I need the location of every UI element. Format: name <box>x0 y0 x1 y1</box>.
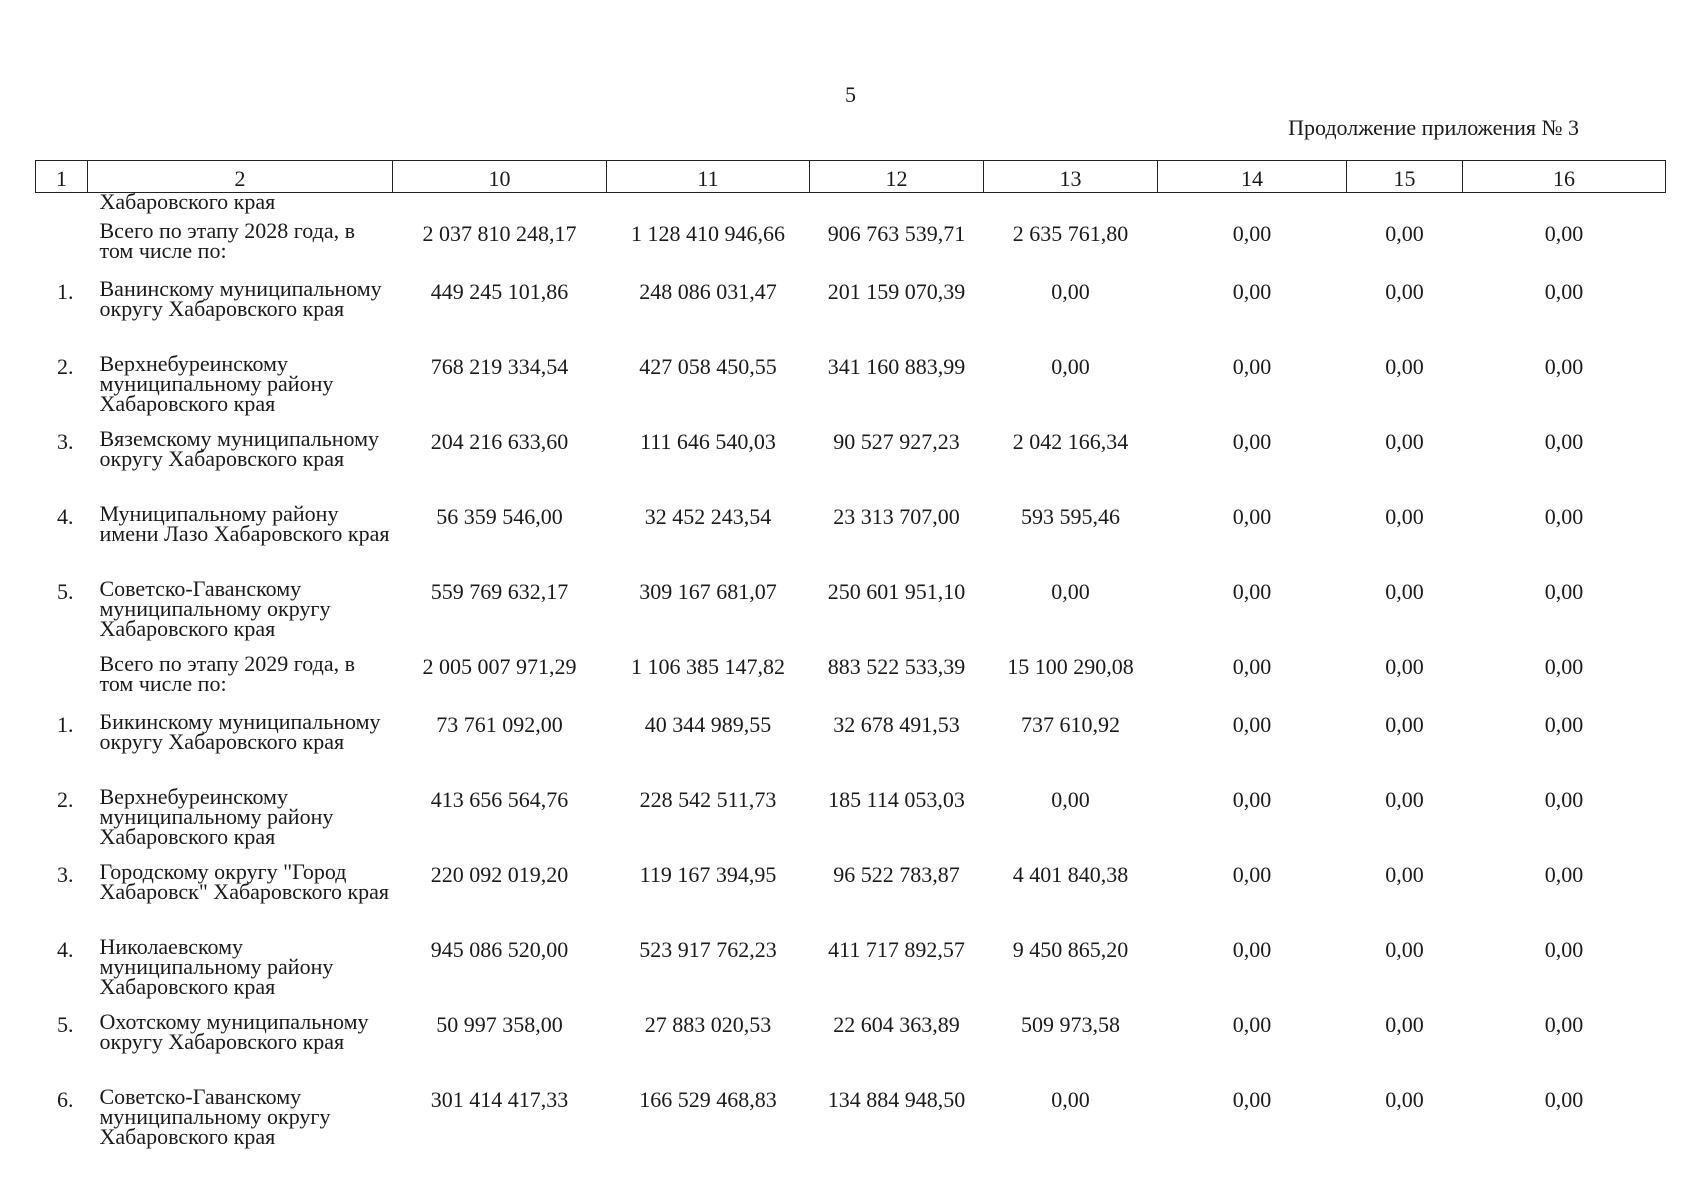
amount-col-16: 0,00 <box>1544 787 1584 812</box>
amount-col-13: 0,00 <box>1051 354 1090 379</box>
amount-col-14: 0,00 <box>1232 1012 1272 1037</box>
row-number: 1. <box>57 279 74 304</box>
amount-col-10: 204 216 633,60 <box>430 429 569 454</box>
amount-col-15: 0,00 <box>1385 354 1424 379</box>
amount-col-15: 0,00 <box>1385 712 1424 737</box>
row-number: 2. <box>57 787 74 812</box>
district-row <box>36 785 1666 860</box>
amount-col-16: 0,00 <box>1544 279 1584 304</box>
recipient-name: Всего по этапу 2028 года, в том числе по: <box>99 218 355 263</box>
amount-col-11: 119 167 394,95 <box>639 862 777 887</box>
amount-col-16: 0,00 <box>1544 862 1584 887</box>
row-number: 2. <box>57 354 74 379</box>
row-number <box>36 193 88 220</box>
amount-col-11: 309 167 681,07 <box>639 579 777 604</box>
amount-col-16: 0,00 <box>1544 1012 1584 1037</box>
amount-col-14: 0,00 <box>1232 1087 1272 1112</box>
amount-col-13: 0,00 <box>1051 579 1090 604</box>
amount-col-12: 201 159 070,39 <box>827 279 966 304</box>
district-row <box>36 935 1666 1010</box>
amount-col-12 <box>810 193 984 220</box>
amount-col-14: 0,00 <box>1232 504 1272 529</box>
amount-col-12: 32 678 491,53 <box>833 712 960 737</box>
amount-col-11: 111 646 540,03 <box>640 429 776 454</box>
budget-allocation-table <box>35 160 1666 1160</box>
amount-col-14: 0,00 <box>1232 787 1272 812</box>
district-row <box>36 1010 1666 1085</box>
amount-col-11: 32 452 243,54 <box>644 504 772 529</box>
recipient-name: Бикинскому муниципальному округу Хабаровского края <box>99 709 381 754</box>
amount-col-14: 0,00 <box>1232 279 1272 304</box>
amount-col-12: 883 522 533,39 <box>827 654 966 679</box>
amount-col-10: 413 656 564,76 <box>430 787 569 812</box>
row-number: 4. <box>57 504 74 529</box>
appendix-continuation-note: Продолжение приложения № 3 <box>1288 115 1579 140</box>
amount-col-12: 96 522 783,87 <box>833 862 960 887</box>
amount-col-11: 27 883 020,53 <box>644 1012 772 1037</box>
amount-col-10: 301 414 417,33 <box>430 1087 569 1112</box>
amount-col-15: 0,00 <box>1385 221 1424 246</box>
amount-col-12: 250 601 951,10 <box>827 579 966 604</box>
amount-col-14: 0,00 <box>1232 354 1272 379</box>
recipient-name: Охотскому муниципальному округу Хабаровского края <box>99 1009 369 1054</box>
amount-col-15: 0,00 <box>1385 654 1424 679</box>
row-number: 5. <box>57 579 74 604</box>
row-number: 3. <box>57 429 74 454</box>
amount-col-13: 15 100 290,08 <box>1007 654 1134 679</box>
stage-total-row <box>36 219 1666 277</box>
amount-col-14: 0,00 <box>1232 579 1272 604</box>
recipient-name: Советско-Гаванскому муниципальному округу Хабаровского края <box>99 576 331 641</box>
recipient-name: Верхнебуреинскому муниципальному району Хабаровского края <box>99 784 334 849</box>
amount-col-16: 0,00 <box>1544 504 1584 529</box>
column-header-1: 1 <box>36 161 88 193</box>
recipient-name: Ванинскому муниципальному округу Хабаровского края <box>99 276 382 321</box>
amount-col-10: 768 219 334,54 <box>430 354 569 379</box>
amount-col-16: 0,00 <box>1544 354 1584 379</box>
amount-col-15: 0,00 <box>1385 579 1424 604</box>
recipient-name: Вяземскому муниципальному округу Хабаровского края <box>99 426 380 471</box>
page-number: 5 <box>845 82 856 107</box>
amount-col-11: 248 086 031,47 <box>639 279 777 304</box>
amount-col-11: 166 529 468,83 <box>639 1087 777 1112</box>
amount-col-10: 449 245 101,86 <box>430 279 569 304</box>
district-row <box>36 710 1666 785</box>
amount-col-11: 1 128 410 946,66 <box>631 221 785 246</box>
amount-col-15: 0,00 <box>1385 787 1424 812</box>
district-row <box>36 277 1666 352</box>
amount-col-10: 559 769 632,17 <box>430 579 569 604</box>
amount-col-11: 523 917 762,23 <box>639 937 777 962</box>
amount-col-10 <box>393 193 607 220</box>
column-header-10: 10 <box>393 161 607 193</box>
amount-col-16: 0,00 <box>1544 429 1584 454</box>
district-row <box>36 1085 1666 1160</box>
column-header-16: 16 <box>1463 161 1666 193</box>
amount-col-13: 0,00 <box>1051 1087 1090 1112</box>
amount-col-16: 0,00 <box>1544 712 1584 737</box>
amount-col-14: 0,00 <box>1232 862 1272 887</box>
amount-col-14: 0,00 <box>1232 937 1272 962</box>
recipient-name: Советско-Гаванскому муниципальному округу Хабаровского края <box>99 1084 331 1149</box>
amount-col-13: 737 610,92 <box>1021 712 1120 737</box>
district-row <box>36 577 1666 652</box>
amount-col-10: 220 092 019,20 <box>430 862 569 887</box>
recipient-name: Николаевскому муниципальному району Хабаровского края <box>99 934 334 999</box>
amount-col-13 <box>984 193 1158 220</box>
district-row <box>36 352 1666 427</box>
recipient-name: Всего по этапу 2029 года, в том числе по: <box>99 651 355 696</box>
district-row <box>36 427 1666 502</box>
amount-col-16 <box>1463 193 1666 220</box>
district-row <box>36 502 1666 577</box>
amount-col-14: 0,00 <box>1232 654 1272 679</box>
amount-col-14: 0,00 <box>1232 221 1272 246</box>
header-row <box>36 161 1666 193</box>
amount-col-10: 73 761 092,00 <box>436 712 563 737</box>
district-row <box>36 860 1666 935</box>
amount-col-15: 0,00 <box>1385 937 1424 962</box>
amount-col-11: 1 106 385 147,82 <box>631 654 785 679</box>
row-number: 4. <box>57 937 74 962</box>
amount-col-10: 945 086 520,00 <box>430 937 569 962</box>
table-body <box>36 189 1666 1161</box>
amount-col-13: 4 401 840,38 <box>1012 862 1129 887</box>
amount-col-13: 0,00 <box>1051 787 1090 812</box>
amount-col-16: 0,00 <box>1544 221 1584 246</box>
recipient-name: Верхнебуреинскому муниципальному району Хабаровского края <box>99 351 334 416</box>
amount-col-15: 0,00 <box>1385 1012 1424 1037</box>
amount-col-12: 185 114 053,03 <box>828 787 965 812</box>
amount-col-16: 0,00 <box>1544 579 1584 604</box>
column-header-14: 14 <box>1158 161 1347 193</box>
amount-col-11: 40 344 989,55 <box>644 712 772 737</box>
recipient-name: Хабаровского края <box>99 189 276 214</box>
recipient-name: Городскому округу "Город Хабаровск" Хабаровского края <box>99 859 390 904</box>
amount-col-11: 228 542 511,73 <box>639 787 777 812</box>
recipient-name: Муниципальному району имени Лазо Хабаровского края <box>99 501 390 546</box>
amount-col-14 <box>1158 193 1347 220</box>
amount-col-12: 411 717 892,57 <box>828 937 965 962</box>
amount-col-13: 2 635 761,80 <box>1012 221 1129 246</box>
column-header-2: 2 <box>88 161 393 193</box>
amount-col-12: 22 604 363,89 <box>833 1012 960 1037</box>
amount-col-15: 0,00 <box>1385 279 1424 304</box>
amount-col-16: 0,00 <box>1544 1087 1584 1112</box>
amount-col-13: 9 450 865,20 <box>1012 937 1129 962</box>
row-number: 1. <box>57 712 74 737</box>
amount-col-15: 0,00 <box>1385 429 1424 454</box>
row-number: 6. <box>57 1087 74 1112</box>
amount-col-15 <box>1347 193 1463 220</box>
row-number: 5. <box>57 1012 74 1037</box>
amount-col-12: 341 160 883,99 <box>827 354 966 379</box>
row-number <box>36 219 88 277</box>
amount-col-16: 0,00 <box>1544 654 1584 679</box>
amount-col-10: 56 359 546,00 <box>436 504 563 529</box>
amount-col-11: 427 058 450,55 <box>639 354 777 379</box>
amount-col-10: 2 037 810 248,17 <box>422 221 577 246</box>
amount-col-14: 0,00 <box>1232 429 1272 454</box>
stage-total-row <box>36 652 1666 710</box>
amount-col-13: 2 042 166,34 <box>1012 429 1129 454</box>
column-header-13: 13 <box>984 161 1158 193</box>
amount-col-14: 0,00 <box>1232 712 1272 737</box>
row-number: 3. <box>57 862 74 887</box>
row-number <box>36 652 88 710</box>
amount-col-11 <box>607 193 810 220</box>
amount-col-12: 134 884 948,50 <box>827 1087 966 1112</box>
column-header-11: 11 <box>607 161 810 193</box>
column-header-12: 12 <box>810 161 984 193</box>
amount-col-12: 23 313 707,00 <box>833 504 960 529</box>
amount-col-13: 0,00 <box>1051 279 1090 304</box>
amount-col-13: 509 973,58 <box>1021 1012 1120 1037</box>
amount-col-15: 0,00 <box>1385 862 1424 887</box>
amount-col-12: 906 763 539,71 <box>827 221 966 246</box>
amount-col-10: 2 005 007 971,29 <box>422 654 577 679</box>
continued-row <box>36 193 1666 220</box>
amount-col-15: 0,00 <box>1385 1087 1424 1112</box>
amount-col-15: 0,00 <box>1385 504 1424 529</box>
column-header-15: 15 <box>1347 161 1463 193</box>
amount-col-12: 90 527 927,23 <box>833 429 960 454</box>
amount-col-13: 593 595,46 <box>1021 504 1120 529</box>
amount-col-10: 50 997 358,00 <box>436 1012 563 1037</box>
amount-col-16: 0,00 <box>1544 937 1584 962</box>
